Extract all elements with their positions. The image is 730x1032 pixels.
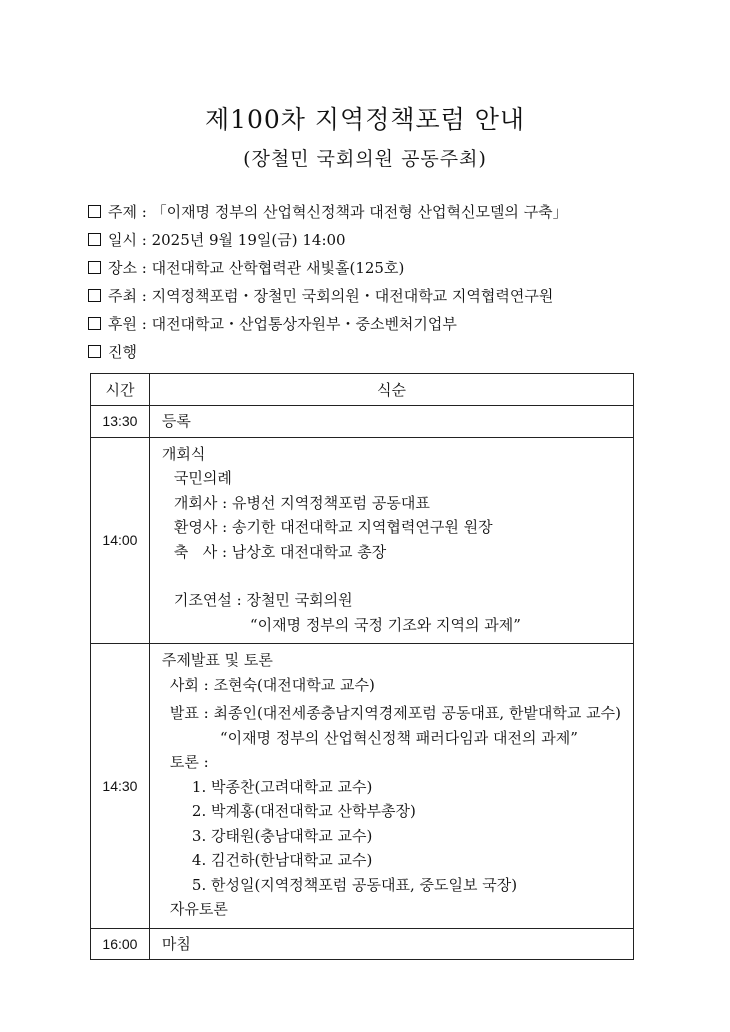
free-discussion: 자유토론 bbox=[169, 900, 228, 918]
national-ceremony: 국민의례 bbox=[173, 469, 232, 487]
row-time: 14:00 bbox=[91, 437, 150, 644]
panelist: 1. 박종찬(고려대학교 교수) bbox=[191, 777, 373, 796]
keynote-speaker: 기조연설 : 장철민 국회의원 bbox=[173, 591, 353, 609]
info-program bbox=[88, 341, 137, 362]
row-content bbox=[149, 928, 633, 960]
row-content bbox=[149, 644, 633, 929]
checkbox-icon bbox=[88, 261, 101, 274]
discussion-label: 토론 : bbox=[169, 753, 209, 771]
row-time: 13:30 bbox=[91, 406, 150, 438]
info-value: 대전대학교 산학협력관 새빛홀(125호) bbox=[151, 259, 405, 277]
checkbox-icon bbox=[88, 317, 101, 330]
info-label: 진행 bbox=[108, 343, 137, 361]
table-header-row bbox=[91, 374, 634, 406]
info-topic: 주제 : 「이재명 정부의 산업혁신정책과 대전형 산업혁신모델의 구축」 bbox=[88, 201, 568, 222]
panelist: 2. 박계홍(대전대학교 산학부총장) bbox=[191, 802, 416, 820]
info-value: 대전대학교・산업통상자원부・중소벤처기업부 bbox=[151, 315, 457, 333]
row-content bbox=[149, 437, 633, 644]
row-time: 16:00 bbox=[91, 928, 150, 960]
info-host: 주최 : 지역정책포럼・장철민 국회의원・대전대학교 지역협력연구원 bbox=[88, 285, 553, 306]
moderator: 사회 : 조현숙(대전대학교 교수) bbox=[169, 675, 375, 694]
registration-text: 등록 bbox=[161, 412, 191, 430]
congratulatory-speech: 축 사 : 남상호 대전대학교 총장 bbox=[173, 542, 387, 561]
page-title: 제100차 지역정책포럼 안내 bbox=[204, 105, 526, 134]
keynote-title: “이재명 정부의 국정 기조와 지역의 과제” bbox=[249, 615, 521, 634]
info-sponsor: 후원 : 대전대학교・산업통상자원부・중소벤처기업부 bbox=[88, 313, 457, 334]
panelist: 4. 김건하(한남대학교 교수) bbox=[191, 851, 373, 869]
closing-text: 마침 bbox=[161, 934, 191, 953]
row-time: 14:30 bbox=[91, 644, 150, 929]
header-time: 시간 bbox=[91, 374, 150, 406]
page-subtitle: (장철민 국회의원 공동주최) bbox=[243, 148, 487, 170]
info-label: 일시 bbox=[108, 231, 137, 249]
row-content bbox=[149, 406, 633, 438]
table-row bbox=[91, 406, 634, 438]
table-row bbox=[91, 644, 634, 929]
program-table bbox=[90, 373, 634, 960]
session-title: 주제발표 및 토론 bbox=[161, 651, 273, 669]
info-value: 「이재명 정부의 산업혁신정책과 대전형 산업혁신모델의 구축」 bbox=[151, 203, 568, 221]
panelist: 5. 한성일(지역정책포럼 공동대표, 중도일보 국장) bbox=[191, 875, 518, 894]
checkbox-icon bbox=[88, 233, 101, 246]
header-program: 식순 bbox=[149, 374, 633, 406]
info-venue: 장소 : 대전대학교 산학협력관 새빛홀(125호) bbox=[88, 257, 404, 278]
checkbox-icon bbox=[88, 205, 101, 218]
table-row bbox=[91, 928, 634, 960]
info-datetime: 일시 : 2025년 9월 19일(금) 14:00 bbox=[88, 229, 346, 250]
panelist: 3. 강태원(충남대학교 교수) bbox=[191, 826, 373, 845]
presenter: 발표 : 최종인(대전세종충남지역경제포럼 공동대표, 한밭대학교 교수) bbox=[169, 704, 621, 722]
table-row bbox=[91, 437, 634, 644]
info-label: 주최 bbox=[108, 287, 137, 305]
info-label: 장소 bbox=[108, 259, 137, 277]
info-value: 2025년 9월 19일(금) 14:00 bbox=[151, 231, 346, 249]
info-label: 주제 bbox=[108, 203, 137, 221]
info-label: 후원 bbox=[108, 315, 137, 333]
opening-title: 개회식 bbox=[161, 444, 206, 463]
presentation-title: “이재명 정부의 산업혁신정책 패러다임과 대전의 과제” bbox=[219, 728, 578, 747]
checkbox-icon bbox=[88, 289, 101, 302]
checkbox-icon bbox=[88, 345, 101, 358]
welcome-speech: 환영사 : 송기한 대전대학교 지역협력연구원 원장 bbox=[173, 518, 493, 536]
info-value: 지역정책포럼・장철민 국회의원・대전대학교 지역협력연구원 bbox=[151, 287, 554, 305]
opening-speech: 개회사 : 유병선 지역정책포럼 공동대표 bbox=[173, 493, 430, 512]
